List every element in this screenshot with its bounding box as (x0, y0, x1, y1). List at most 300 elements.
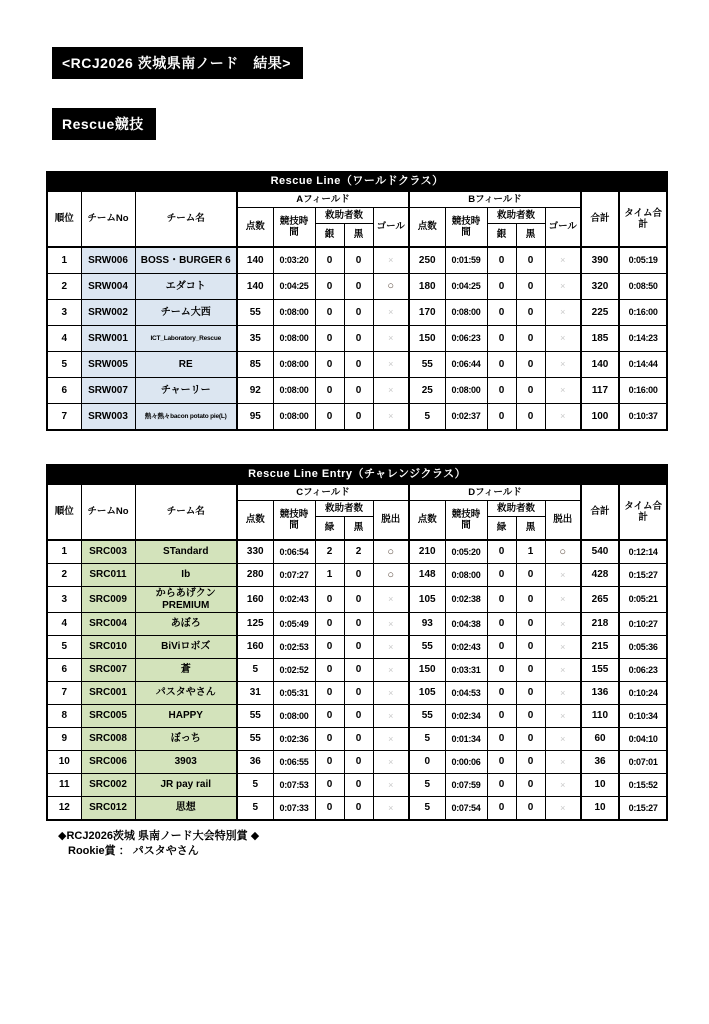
team-no-cell: SRC009 (81, 587, 135, 613)
field1-victims1-cell: 0 (315, 352, 344, 378)
field2-time-cell: 0:02:34 (445, 705, 487, 728)
field1-victims1-cell: 0 (315, 404, 344, 431)
field1-victims2-cell: 0 (344, 274, 373, 300)
team-no-cell: SRC010 (81, 636, 135, 659)
col-header-team-no: チームNo (81, 192, 135, 248)
team-no-cell: SRC005 (81, 705, 135, 728)
total-cell: 265 (581, 587, 619, 613)
result-row (47, 659, 667, 682)
col-header-rank: 順位 (47, 192, 81, 248)
result-row (47, 705, 667, 728)
result-row (47, 326, 667, 352)
team-name-cell: STandard (135, 540, 237, 564)
field2-time-cell: 0:07:59 (445, 774, 487, 797)
time-total-cell: 0:07:01 (619, 751, 667, 774)
col-header-victims-d: 救助者数 (487, 501, 545, 517)
field1-result-cell: × (373, 797, 409, 821)
field2-score-cell: 55 (409, 352, 445, 378)
field2-victims2-cell: 0 (516, 300, 545, 326)
team-no-cell: SRC007 (81, 659, 135, 682)
result-row (47, 797, 667, 821)
col-header-time-b: 競技時間 (445, 208, 487, 248)
field1-victims1-cell: 0 (315, 274, 344, 300)
header-group-row (47, 485, 667, 501)
field2-victims1-cell: 0 (487, 728, 516, 751)
award-title: ◆RCJ2026茨城 県南ノード大会特別賞 ◆ (58, 830, 260, 842)
field2-victims2-cell: 0 (516, 352, 545, 378)
field2-victims1-cell: 0 (487, 404, 516, 431)
rank-cell: 5 (47, 352, 81, 378)
field2-score-cell: 180 (409, 274, 445, 300)
field2-time-cell: 0:08:00 (445, 378, 487, 404)
field2-victims1-cell: 0 (487, 636, 516, 659)
field2-result-cell: × (545, 659, 581, 682)
col-header-silver-b: 銀 (487, 224, 516, 248)
field1-victims1-cell: 1 (315, 564, 344, 587)
rank-cell: 5 (47, 636, 81, 659)
field1-time-cell: 0:08:00 (273, 705, 315, 728)
field2-victims1-cell: 0 (487, 613, 516, 636)
field1-victims2-cell: 0 (344, 587, 373, 613)
field1-victims2-cell: 0 (344, 728, 373, 751)
table-title-row (47, 465, 667, 485)
total-cell: 540 (581, 540, 619, 564)
col-header-score-a: 点数 (237, 208, 273, 248)
field2-result-cell: × (545, 326, 581, 352)
field1-score-cell: 55 (237, 705, 273, 728)
field1-victims1-cell: 0 (315, 613, 344, 636)
field2-result-cell: × (545, 404, 581, 431)
team-no-cell: SRC004 (81, 613, 135, 636)
field2-score-cell: 55 (409, 636, 445, 659)
field1-victims2-cell: 0 (344, 636, 373, 659)
total-cell: 110 (581, 705, 619, 728)
team-no-cell: SRW007 (81, 378, 135, 404)
field1-time-cell: 0:07:53 (273, 774, 315, 797)
field2-victims1-cell: 0 (487, 659, 516, 682)
field2-victims1-cell: 0 (487, 751, 516, 774)
field2-time-cell: 0:02:37 (445, 404, 487, 431)
rank-cell: 4 (47, 613, 81, 636)
table-title: Rescue Line Entry（チャレンジクラス） (47, 465, 667, 485)
field2-result-cell: × (545, 378, 581, 404)
field2-score-cell: 105 (409, 682, 445, 705)
field2-victims1-cell: 0 (487, 540, 516, 564)
field1-result-cell: × (373, 247, 409, 274)
time-total-cell: 0:04:10 (619, 728, 667, 751)
team-name-cell: エダコト (135, 274, 237, 300)
field1-victims1-cell: 0 (315, 751, 344, 774)
rank-cell: 9 (47, 728, 81, 751)
field1-victims2-cell: 0 (344, 300, 373, 326)
field2-time-cell: 0:04:38 (445, 613, 487, 636)
col-header-escape-d: 脱出 (545, 501, 581, 541)
rank-cell: 12 (47, 797, 81, 821)
field1-score-cell: 125 (237, 613, 273, 636)
col-header-victims-a: 救助者数 (315, 208, 373, 224)
page-title: <RCJ2026 茨城県南ノード 結果> (52, 47, 303, 79)
field2-victims2-cell: 0 (516, 751, 545, 774)
time-total-cell: 0:10:37 (619, 404, 667, 431)
result-row (47, 274, 667, 300)
field1-victims1-cell: 0 (315, 326, 344, 352)
rank-cell: 10 (47, 751, 81, 774)
field2-result-cell: × (545, 274, 581, 300)
col-header-field-d: Dフィールド (409, 485, 581, 501)
field2-result-cell: × (545, 247, 581, 274)
table-title-row (47, 172, 667, 192)
team-no-cell: SRC002 (81, 774, 135, 797)
field1-victims2-cell: 0 (344, 774, 373, 797)
field2-victims2-cell: 0 (516, 797, 545, 821)
team-no-cell: SRC001 (81, 682, 135, 705)
field2-victims1-cell: 0 (487, 274, 516, 300)
time-total-cell: 0:14:44 (619, 352, 667, 378)
field2-result-cell: × (545, 300, 581, 326)
field1-result-cell: ○ (373, 564, 409, 587)
field2-victims2-cell: 0 (516, 378, 545, 404)
col-header-time-total: タイム合計 (619, 485, 667, 541)
team-name-cell: 熱々熱々bacon potato pie(L) (135, 404, 237, 431)
field1-score-cell: 5 (237, 797, 273, 821)
total-cell: 185 (581, 326, 619, 352)
time-total-cell: 0:10:34 (619, 705, 667, 728)
total-cell: 10 (581, 797, 619, 821)
field1-score-cell: 330 (237, 540, 273, 564)
field1-result-cell: × (373, 659, 409, 682)
result-row (47, 247, 667, 274)
field1-result-cell: × (373, 705, 409, 728)
total-cell: 140 (581, 352, 619, 378)
col-header-black-a: 黒 (344, 224, 373, 248)
field1-victims2-cell: 0 (344, 682, 373, 705)
field1-victims1-cell: 0 (315, 378, 344, 404)
col-header-silver-a: 銀 (315, 224, 344, 248)
field1-time-cell: 0:05:31 (273, 682, 315, 705)
field1-score-cell: 55 (237, 300, 273, 326)
field2-result-cell: × (545, 705, 581, 728)
field1-result-cell: × (373, 378, 409, 404)
team-name-cell: パスタやさん (135, 682, 237, 705)
field1-score-cell: 160 (237, 636, 273, 659)
field1-victims1-cell: 0 (315, 659, 344, 682)
time-total-cell: 0:10:27 (619, 613, 667, 636)
field1-result-cell: × (373, 326, 409, 352)
col-header-team-name: チーム名 (135, 485, 237, 541)
rank-cell: 7 (47, 682, 81, 705)
field2-time-cell: 0:07:54 (445, 797, 487, 821)
col-header-field-b: Bフィールド (409, 192, 581, 208)
field1-score-cell: 140 (237, 274, 273, 300)
team-no-cell: SRW005 (81, 352, 135, 378)
field1-time-cell: 0:08:00 (273, 352, 315, 378)
result-row (47, 636, 667, 659)
field2-victims2-cell: 0 (516, 613, 545, 636)
field1-score-cell: 160 (237, 587, 273, 613)
field2-time-cell: 0:08:00 (445, 564, 487, 587)
team-name-cell: BiViロボズ (135, 636, 237, 659)
field1-time-cell: 0:07:33 (273, 797, 315, 821)
field1-victims1-cell: 0 (315, 797, 344, 821)
time-total-cell: 0:15:27 (619, 797, 667, 821)
team-name-cell: JR pay rail (135, 774, 237, 797)
field2-victims2-cell: 0 (516, 659, 545, 682)
total-cell: 320 (581, 274, 619, 300)
col-header-time-d: 競技時間 (445, 501, 487, 541)
field1-victims1-cell: 0 (315, 247, 344, 274)
field1-time-cell: 0:06:54 (273, 540, 315, 564)
team-name-cell: チーム大西 (135, 300, 237, 326)
field2-time-cell: 0:01:59 (445, 247, 487, 274)
field2-victims2-cell: 0 (516, 774, 545, 797)
team-name-cell: からあげクン PREMIUM (135, 587, 237, 613)
field1-result-cell: ○ (373, 540, 409, 564)
field1-time-cell: 0:08:00 (273, 378, 315, 404)
time-total-cell: 0:15:27 (619, 564, 667, 587)
time-total-cell: 0:10:24 (619, 682, 667, 705)
team-name-cell: 蒼 (135, 659, 237, 682)
team-name-cell: ICT_Laboratory_Rescue (135, 326, 237, 352)
field2-victims2-cell: 0 (516, 247, 545, 274)
field1-time-cell: 0:08:00 (273, 326, 315, 352)
rank-cell: 7 (47, 404, 81, 431)
total-cell: 36 (581, 751, 619, 774)
result-row (47, 751, 667, 774)
col-header-rank: 順位 (47, 485, 81, 541)
field2-victims1-cell: 0 (487, 705, 516, 728)
rank-cell: 11 (47, 774, 81, 797)
field1-victims2-cell: 0 (344, 247, 373, 274)
field2-score-cell: 0 (409, 751, 445, 774)
col-header-score-c: 点数 (237, 501, 273, 541)
field2-result-cell: × (545, 797, 581, 821)
field2-score-cell: 250 (409, 247, 445, 274)
total-cell: 136 (581, 682, 619, 705)
field2-result-cell: × (545, 728, 581, 751)
col-header-score-d: 点数 (409, 501, 445, 541)
field1-result-cell: × (373, 751, 409, 774)
field1-score-cell: 95 (237, 404, 273, 431)
rank-cell: 3 (47, 300, 81, 326)
field1-victims2-cell: 0 (344, 613, 373, 636)
field1-victims2-cell: 0 (344, 326, 373, 352)
total-cell: 390 (581, 247, 619, 274)
team-name-cell: チャーリー (135, 378, 237, 404)
field2-time-cell: 0:03:31 (445, 659, 487, 682)
col-header-green-c: 緑 (315, 517, 344, 541)
result-row (47, 404, 667, 431)
field2-score-cell: 25 (409, 378, 445, 404)
time-total-cell: 0:16:00 (619, 300, 667, 326)
field2-score-cell: 150 (409, 659, 445, 682)
time-total-cell: 0:06:23 (619, 659, 667, 682)
field1-victims1-cell: 0 (315, 636, 344, 659)
team-no-cell: SRC008 (81, 728, 135, 751)
field1-result-cell: × (373, 728, 409, 751)
col-header-field-c: Cフィールド (237, 485, 409, 501)
field2-victims2-cell: 1 (516, 540, 545, 564)
time-total-cell: 0:05:21 (619, 587, 667, 613)
field1-victims2-cell: 0 (344, 564, 373, 587)
rank-cell: 4 (47, 326, 81, 352)
rookie-award: Rookie賞 ： パスタやさん (68, 844, 199, 857)
rank-cell: 6 (47, 378, 81, 404)
field1-result-cell: × (373, 587, 409, 613)
section-title-rescue: Rescue競技 (52, 108, 156, 140)
col-header-victims-c: 救助者数 (315, 501, 373, 517)
field2-victims1-cell: 0 (487, 797, 516, 821)
field2-result-cell: × (545, 564, 581, 587)
field1-victims2-cell: 2 (344, 540, 373, 564)
challenge-results-body (47, 540, 667, 820)
result-row (47, 613, 667, 636)
field1-score-cell: 92 (237, 378, 273, 404)
col-header-score-b: 点数 (409, 208, 445, 248)
field1-time-cell: 0:02:53 (273, 636, 315, 659)
col-header-team-no: チームNo (81, 485, 135, 541)
field1-victims2-cell: 0 (344, 404, 373, 431)
field2-victims2-cell: 0 (516, 326, 545, 352)
time-total-cell: 0:05:19 (619, 247, 667, 274)
col-header-total: 合計 (581, 192, 619, 248)
result-row (47, 300, 667, 326)
col-header-escape-c: 脱出 (373, 501, 409, 541)
field2-time-cell: 0:00:06 (445, 751, 487, 774)
field2-result-cell: × (545, 636, 581, 659)
field2-time-cell: 0:04:53 (445, 682, 487, 705)
total-cell: 215 (581, 636, 619, 659)
result-row (47, 540, 667, 564)
field2-result-cell: × (545, 613, 581, 636)
field1-time-cell: 0:05:49 (273, 613, 315, 636)
field1-victims2-cell: 0 (344, 378, 373, 404)
field1-victims1-cell: 2 (315, 540, 344, 564)
field2-victims2-cell: 0 (516, 564, 545, 587)
team-name-cell: 3903 (135, 751, 237, 774)
field2-result-cell: ○ (545, 540, 581, 564)
total-cell: 155 (581, 659, 619, 682)
field1-victims2-cell: 0 (344, 352, 373, 378)
field1-result-cell: × (373, 613, 409, 636)
field2-score-cell: 5 (409, 404, 445, 431)
field1-result-cell: × (373, 404, 409, 431)
team-no-cell: SRW004 (81, 274, 135, 300)
field1-score-cell: 280 (237, 564, 273, 587)
field2-result-cell: × (545, 751, 581, 774)
team-name-cell: ぼっち (135, 728, 237, 751)
field2-time-cell: 0:05:20 (445, 540, 487, 564)
team-no-cell: SRW006 (81, 247, 135, 274)
rank-cell: 1 (47, 540, 81, 564)
field1-result-cell: ○ (373, 274, 409, 300)
field1-result-cell: × (373, 774, 409, 797)
total-cell: 218 (581, 613, 619, 636)
rank-cell: 6 (47, 659, 81, 682)
total-cell: 60 (581, 728, 619, 751)
col-header-victims-b: 救助者数 (487, 208, 545, 224)
result-row (47, 378, 667, 404)
time-total-cell: 0:05:36 (619, 636, 667, 659)
field2-victims1-cell: 0 (487, 682, 516, 705)
rank-cell: 2 (47, 564, 81, 587)
field2-victims1-cell: 0 (487, 774, 516, 797)
field2-score-cell: 105 (409, 587, 445, 613)
team-no-cell: SRW002 (81, 300, 135, 326)
field2-time-cell: 0:02:43 (445, 636, 487, 659)
field2-result-cell: × (545, 774, 581, 797)
field2-score-cell: 93 (409, 613, 445, 636)
field2-time-cell: 0:06:23 (445, 326, 487, 352)
team-name-cell: あぼろ (135, 613, 237, 636)
total-cell: 100 (581, 404, 619, 431)
total-cell: 117 (581, 378, 619, 404)
time-total-cell: 0:14:23 (619, 326, 667, 352)
field2-result-cell: × (545, 352, 581, 378)
result-row (47, 564, 667, 587)
field1-time-cell: 0:08:00 (273, 300, 315, 326)
team-no-cell: SRC003 (81, 540, 135, 564)
field2-victims1-cell: 0 (487, 300, 516, 326)
field2-time-cell: 0:06:44 (445, 352, 487, 378)
team-name-cell: Ib (135, 564, 237, 587)
col-header-field-a: Aフィールド (237, 192, 409, 208)
field2-victims1-cell: 0 (487, 352, 516, 378)
field2-time-cell: 0:04:25 (445, 274, 487, 300)
result-row (47, 682, 667, 705)
field2-victims2-cell: 0 (516, 404, 545, 431)
total-cell: 10 (581, 774, 619, 797)
team-no-cell: SRW003 (81, 404, 135, 431)
col-header-time-total: タイム合計 (619, 192, 667, 248)
field1-victims1-cell: 0 (315, 774, 344, 797)
team-no-cell: SRW001 (81, 326, 135, 352)
field1-result-cell: × (373, 300, 409, 326)
field2-victims2-cell: 0 (516, 587, 545, 613)
field1-victims1-cell: 0 (315, 587, 344, 613)
field2-score-cell: 210 (409, 540, 445, 564)
field2-result-cell: × (545, 682, 581, 705)
team-name-cell: 思想 (135, 797, 237, 821)
field1-score-cell: 31 (237, 682, 273, 705)
col-header-black-c: 黒 (344, 517, 373, 541)
time-total-cell: 0:16:00 (619, 378, 667, 404)
rank-cell: 3 (47, 587, 81, 613)
result-row (47, 728, 667, 751)
table-title: Rescue Line（ワールドクラス） (47, 172, 667, 192)
field2-victims1-cell: 0 (487, 326, 516, 352)
field2-score-cell: 5 (409, 728, 445, 751)
field1-victims1-cell: 0 (315, 705, 344, 728)
field1-victims1-cell: 0 (315, 300, 344, 326)
team-name-cell: BOSS・BURGER 6 (135, 247, 237, 274)
field1-victims2-cell: 0 (344, 705, 373, 728)
field2-score-cell: 148 (409, 564, 445, 587)
field2-victims1-cell: 0 (487, 378, 516, 404)
field1-result-cell: × (373, 352, 409, 378)
field1-victims2-cell: 0 (344, 751, 373, 774)
field1-score-cell: 36 (237, 751, 273, 774)
field2-score-cell: 5 (409, 797, 445, 821)
field1-score-cell: 140 (237, 247, 273, 274)
result-row (47, 352, 667, 378)
field1-time-cell: 0:04:25 (273, 274, 315, 300)
rank-cell: 2 (47, 274, 81, 300)
field2-victims2-cell: 0 (516, 705, 545, 728)
field2-victims2-cell: 0 (516, 728, 545, 751)
field1-score-cell: 85 (237, 352, 273, 378)
col-header-goal-b: ゴール (545, 208, 581, 248)
result-row (47, 774, 667, 797)
